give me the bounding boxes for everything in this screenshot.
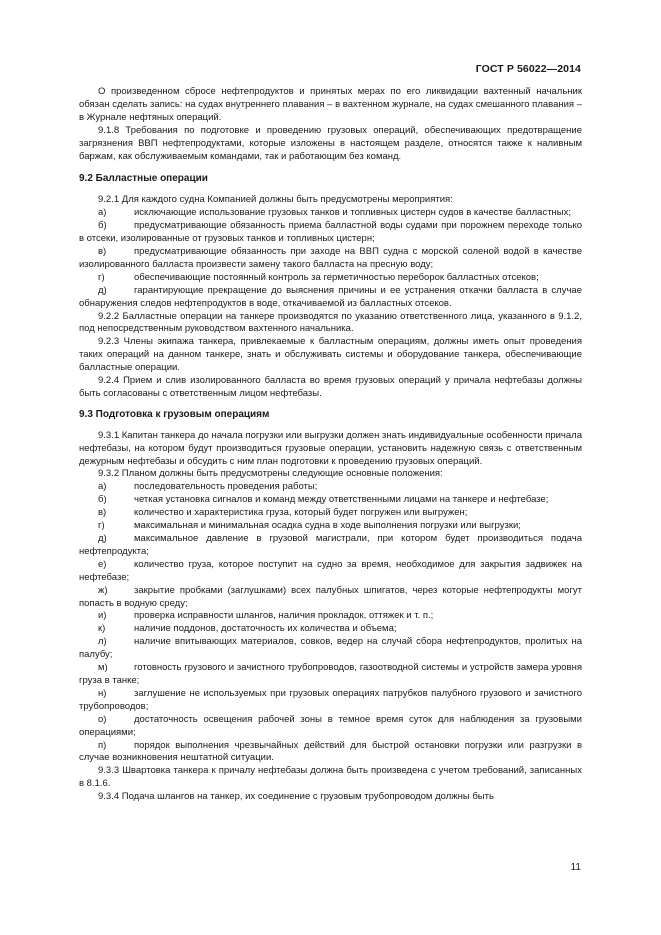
list-item: [79, 740, 582, 766]
page-number: 11: [570, 862, 581, 873]
list-item: [79, 623, 582, 636]
list-item: [79, 610, 582, 623]
paragraph-9-3-2: 9.3.2 Планом должны быть предусмотрены следующие основные положения:: [98, 468, 443, 480]
list-item: [79, 559, 582, 585]
list-item-marker: ж): [98, 584, 108, 596]
paragraph-9-2-1: 9.2.1 Для каждого судна Компанией должны быть предусмотрены мероприятия:: [98, 194, 453, 206]
list-item-text: заглушение не используемых при грузовых операциях патрубков палубного грузового и зачистного трубопроводов;: [79, 687, 582, 712]
list-item-text: максимальное давление в грузовой магистрали, при котором будет производиться подача нефтепродукта;: [79, 533, 582, 557]
document-body: [79, 86, 582, 804]
list-item: [79, 220, 582, 246]
list-item: [79, 272, 582, 285]
list-item-text: наличие поддонов, достаточность их количества и объема;: [134, 623, 397, 635]
paragraph-9-2-2: 9.2.2 Балластные операции на танкере производятся по указанию ответственного лица, указанного в 9.1.2, под непосредственным руководством вахтенного начальника.: [79, 310, 582, 335]
list-item-text: готовность грузового и зачистного трубопроводов, газоотводной системы и устройств замера уровня груза в танке;: [79, 662, 582, 686]
list-item-marker: к): [98, 623, 106, 635]
list-item-marker: б): [98, 494, 107, 506]
list-item-text: количество и характеристика груза, который будет погружен или выгружен;: [134, 507, 468, 519]
list-item-text: максимальная и минимальная осадка судна в ходе выполнения погрузки или выгрузки;: [134, 520, 521, 532]
list-item-marker: д): [98, 533, 107, 544]
list-item-marker: и): [98, 610, 107, 622]
section-heading-9-2: 9.2 Балластные операции: [79, 173, 208, 185]
list-item-marker: г): [98, 520, 105, 532]
list-item: [79, 688, 582, 714]
list-item: [79, 246, 582, 272]
list-item-marker: а): [98, 481, 107, 493]
list-item: [79, 585, 582, 611]
list-item-marker: н): [98, 687, 107, 699]
list-item: [79, 285, 582, 311]
paragraph-9-1-8: 9.1.8 Требования по подготовке и проведению грузовых операций, обеспечивающих предотвращение загрязнения ВВП нефтепродуктами, которые изложены в настоящем разделе, относятся также к наливным баржам, как обслуживаемым командами, так и работающим без команд.: [79, 124, 582, 162]
document-id: ГОСТ Р 56022—2014: [475, 63, 581, 75]
list-9-2: [79, 207, 582, 310]
list-item: [79, 207, 582, 220]
list-item: [79, 481, 582, 494]
list-item: [79, 520, 582, 533]
list-item-text: гарантирующие прекращение до выяснения причины и ее устранения откачки балласта в случае обнаружения следов нефтепродуктов в воде, откачиваемой из балластных отсеков.: [79, 284, 582, 309]
list-item-marker: в): [98, 507, 107, 519]
list-item-marker: б): [98, 220, 107, 232]
list-item-text: закрытие пробками (заглушками) всех палубных шпигатов, через которые нефтепродукты могут попасть в водную среду;: [79, 584, 582, 609]
list-item-marker: в): [98, 245, 107, 257]
list-item-text: количество груза, которое поступит на судно за время, необходимое для закрытия задвижек на нефтебазе;: [79, 558, 582, 583]
list-item-text: предусматривающие обязанность приема балластной воды судами при порожнем переходе только в отсеки, изолированные от грузовых танков и топливных цистерн;: [79, 220, 582, 245]
paragraph-9-3-1: 9.3.1 Капитан танкера до начала погрузки или выгрузки должен знать индивидуальные особенности причала нефтебазы, на котором будут производиться грузовые операции, установить надежную связь с ответственным дежурным нефтебазы и обсудить с ним план подготовки к проведению грузовых операций.: [79, 429, 582, 467]
list-item: [79, 494, 582, 507]
list-item-marker: о): [98, 713, 107, 725]
list-item-marker: п): [98, 739, 107, 751]
list-item-text: четкая установка сигналов и команд между ответственными лицами на танкере и нефтебазе;: [134, 494, 549, 506]
paragraph-intro: О произведенном сбросе нефтепродуктов и принятых мерах по его ликвидации вахтенный начальник обязан сделать запись: на судах внутреннего плавания – в вахтенном журнале, на судах смешанного плавания – в Журнале нефтяных операций.: [79, 86, 582, 123]
list-item-marker: д): [98, 284, 107, 296]
list-item: [79, 533, 582, 559]
list-item-text: достаточность освещения рабочей зоны в темное время суток для наблюдения за грузовыми операциями;: [79, 713, 582, 738]
list-item-marker: г): [98, 271, 105, 283]
list-item-marker: м): [98, 662, 108, 674]
list-item-marker: е): [98, 558, 107, 570]
list-item: [79, 507, 582, 520]
list-item-marker: л): [98, 636, 107, 648]
list-item: [79, 662, 582, 688]
list-item: [79, 714, 582, 740]
list-item-text: обеспечивающие постоянный контроль за герметичностью переборок балластных отсеков;: [134, 271, 539, 283]
list-item-text: наличие впитывающих материалов, совков, ведер на случай сбора нефтепродуктов, пролитых на палубу;: [79, 636, 582, 661]
list-item-marker: а): [98, 207, 107, 219]
list-item-text: последовательность проведения работы;: [134, 481, 318, 493]
list-item-text: исключающие использование грузовых танков и топливных цистерн судов в качестве балластных;: [134, 207, 572, 219]
paragraph-9-3-3: 9.3.3 Швартовка танкера к причалу нефтебазы должна быть произведена с учетом требований, записанных в 8.1.6.: [79, 765, 582, 790]
list-9-3: [79, 481, 582, 765]
paragraph-9-3-4: 9.3.4 Подача шлангов на танкер, их соединение с грузовым трубопроводом должны быть: [98, 791, 494, 803]
list-item-text: порядок выполнения чрезвычайных действий для быстрой остановки погрузки или разгрузки в случае возникновения нештатной ситуации.: [79, 739, 582, 764]
section-heading-9-3: 9.3 Подготовка к грузовым операциям: [79, 408, 270, 420]
paragraph-9-2-3: 9.2.3 Члены экипажа танкера, привлекаемые к балластным операциям, должны иметь опыт проведения таких операций на данном танкере, знать и обслуживать системы и оборудование танкера, обеспечивающие балластные операции.: [79, 336, 582, 374]
list-item-text: предусматривающие обязанность при заходе на ВВП судна с морской соленой водой в качестве изолированного балласта произвести замену такого балласта на пресную воду;: [79, 245, 582, 270]
paragraph-9-2-4: 9.2.4 Прием и слив изолированного балласта во время грузовых операций у причала нефтебазы должны быть согласованы с ответственным лицом нефтебазы.: [79, 375, 582, 399]
list-item-text: проверка исправности шлангов, наличия прокладок, оттяжек и т. п.;: [134, 610, 434, 622]
list-item: [79, 636, 582, 662]
